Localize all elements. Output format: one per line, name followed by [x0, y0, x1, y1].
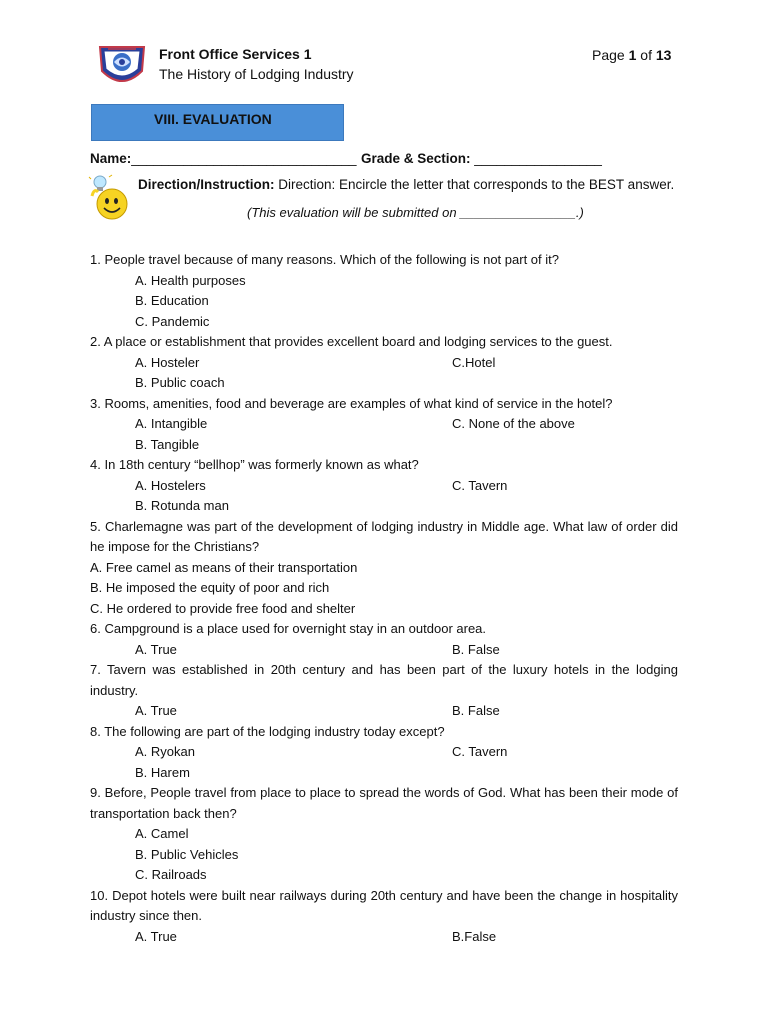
question-item	[90, 886, 678, 948]
submission-note: (This evaluation will be submitted on ________________.)	[247, 205, 584, 220]
question-item	[90, 517, 678, 620]
idea-smiley-icon	[88, 174, 130, 222]
answer-row	[90, 742, 678, 763]
answer-row	[90, 763, 678, 784]
question-list	[90, 250, 678, 947]
answer-option[interactable]: A. True	[135, 928, 177, 944]
question-item	[90, 250, 678, 332]
answer-option[interactable]: A. Free camel as means of their transportation	[90, 559, 358, 575]
answer-row	[90, 291, 678, 312]
answer-option[interactable]: B. Public coach	[135, 375, 225, 390]
question-item	[90, 660, 678, 722]
name-label: Name:	[90, 151, 132, 166]
answer-option[interactable]: B. Public Vehicles	[135, 846, 239, 862]
course-title: Front Office Services 1	[159, 46, 312, 62]
name-field	[90, 151, 357, 166]
section-banner	[91, 104, 344, 141]
answer-option[interactable]: B. He imposed the equity of poor and rich	[90, 580, 330, 595]
answer-option[interactable]: B.False	[452, 928, 497, 944]
answer-option[interactable]: B. Education	[135, 293, 209, 308]
direction-text: Direction: Encircle the letter that corresponds to the BEST answer.	[274, 177, 675, 192]
question-text: 10. Depot hotels were built near railways during 20th century and have been the change in hospitality industry since then.	[90, 887, 678, 923]
section-title: VIII. EVALUATION	[154, 111, 272, 127]
question-item	[90, 455, 678, 517]
question-text: 6. Campground is a place used for overnight stay in an outdoor area.	[90, 621, 487, 636]
question-text: 5. Charlemagne was part of the development of lodging industry in Middle age. What law of order did he impose for the Christians?	[90, 518, 678, 554]
question-item	[90, 619, 678, 660]
question-item	[90, 722, 678, 784]
question-text: 1. People travel because of many reasons. Which of the following is not part of it?	[90, 252, 559, 267]
question-text: 4. In 18th century “bellhop” was formerly known as what?	[90, 457, 419, 472]
answer-option[interactable]: B. Rotunda man	[135, 498, 229, 513]
answer-option[interactable]: B. False	[452, 641, 500, 657]
answer-option[interactable]: A. Camel	[135, 826, 189, 841]
page-number: 1	[628, 47, 637, 63]
direction-label: Direction/Instruction:	[138, 177, 275, 192]
answer-row	[90, 701, 678, 722]
answer-option[interactable]: C. None of the above	[452, 416, 575, 431]
answer-option[interactable]: C. Railroads	[135, 867, 207, 882]
grade-blank: _________________	[474, 151, 602, 166]
question-text: 3. Rooms, amenities, food and beverage are examples of what kind of service in the hotel?	[90, 395, 613, 411]
answer-option[interactable]: A. Hostelers	[135, 477, 206, 493]
answer-option[interactable]: A. Ryokan	[135, 744, 195, 759]
answer-option[interactable]: C. Pandemic	[135, 313, 210, 329]
question-item	[90, 332, 678, 394]
page-of: of	[640, 47, 652, 63]
answer-row	[90, 824, 678, 845]
name-blank: ______________________________	[131, 151, 357, 166]
answer-row	[90, 927, 678, 948]
grade-label: Grade & Section:	[361, 151, 471, 166]
answer-option[interactable]: C. He ordered to provide free food and shelter	[90, 600, 356, 616]
answer-row	[90, 496, 678, 517]
answer-row	[90, 353, 678, 374]
answer-row	[90, 845, 678, 866]
question-item	[90, 394, 678, 456]
page-indicator	[592, 47, 671, 63]
question-text: 8. The following are part of the lodging industry today except?	[90, 723, 445, 739]
school-logo	[96, 41, 148, 89]
answer-option[interactable]: C.Hotel	[452, 354, 496, 370]
answer-row	[90, 373, 678, 394]
question-item	[90, 783, 678, 886]
answer-row	[90, 414, 678, 435]
answer-option[interactable]: A. Hosteler	[135, 354, 200, 370]
page-prefix: Page	[592, 47, 625, 63]
question-text: 9. Before, People travel from place to place to spread the words of God. What has been their mode of transportation back then?	[90, 785, 678, 821]
question-text: 2. A place or establishment that provides excellent board and lodging services to the guest.	[90, 334, 613, 349]
answer-option[interactable]: A. Health purposes	[135, 272, 246, 288]
page-total: 13	[655, 47, 672, 63]
document-subtitle: The History of Lodging Industry	[159, 66, 354, 82]
answer-row	[90, 312, 678, 333]
answer-option[interactable]: A. True	[135, 641, 177, 657]
question-text: 7. Tavern was established in 20th century and has been part of the luxury hotels in the lodging industry.	[90, 662, 678, 698]
answer-row	[90, 271, 678, 292]
answer-row	[90, 865, 678, 886]
answer-option[interactable]: C. Tavern	[452, 477, 508, 493]
answer-option[interactable]: B. Tangible	[135, 436, 200, 452]
answer-row	[90, 435, 678, 456]
answer-option[interactable]: C. Tavern	[452, 744, 508, 759]
grade-section-field	[361, 151, 602, 166]
answer-option[interactable]: B. False	[452, 703, 500, 718]
answer-option[interactable]: A. True	[135, 703, 177, 718]
direction-instruction	[138, 177, 674, 192]
answer-option[interactable]: B. Harem	[135, 764, 190, 780]
answer-row	[90, 640, 678, 661]
answer-row	[90, 476, 678, 497]
answer-option[interactable]: A. Intangible	[135, 416, 208, 431]
